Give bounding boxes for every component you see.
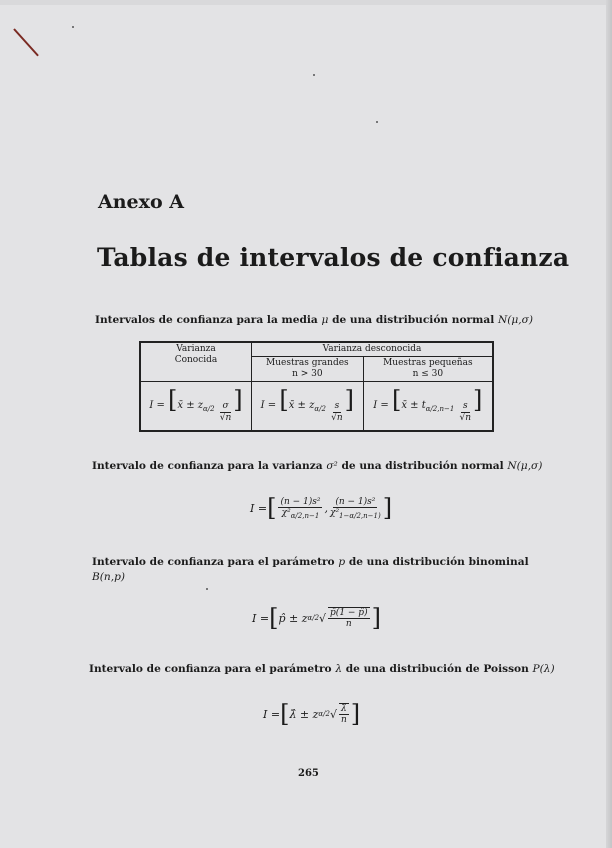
formula-poisson: I = [ λ̂ ± z α/2 √ $\frac{\lambdâ}{n}$ ] [263,700,361,728]
formula-known: I = [x̄ ± $z_{\alpha/2}$ $\frac{\sigma}{√n}$ ] [140,382,252,432]
small-line1: Muestras pequeñas [383,358,473,368]
mean-intervals-table [139,341,494,432]
formula-large: I = [x̄ ± $z_{\alpha/2}$ $\frac{s}{√n}$ ] [252,382,364,432]
section-binomial-dist: B(n,p) [92,571,126,583]
page-title: Tablas de intervalos de confianza [97,243,570,272]
formula-variance: I = [ $\frac{\text{(n − 1)s²}}{\chi^2_{\alpha/2,n-1}}$ , $\frac{\text{(n − 1)s²}}{\chi^2_{1-\alpha/2,n-1)}}$ ] [250,494,393,522]
speck [206,588,208,590]
page-right-edge [606,0,612,848]
small-samples-header [363,357,493,382]
small-line2: n ≤ 30 [412,369,444,379]
section-mean-dist: N(μ,σ) [497,314,533,326]
annex-label: Anexo A [98,191,185,213]
known-variance-header [140,342,252,382]
section-poisson-sym: λ [335,663,343,675]
section-poisson-dist: P(λ) [532,663,555,675]
known-line1: Varianza [176,344,216,354]
section-mean-text: Intervalos de confianza para la media [95,314,318,326]
speck [313,74,315,76]
section-binomial-dist-line [92,571,125,583]
section-variance-text2: de una distribución normal [341,460,504,472]
section-mean-text2: de una distribución normal [332,314,495,326]
large-line2: n > 30 [292,369,323,379]
section-binomial-text: Intervalo de confianza para el parámetro [92,556,335,568]
unknown-variance-header: Varianza desconocida [252,342,494,357]
formula-small: I = [x̄ ± $t_{\alpha/2,n-1}$ $\frac{s}{√n}$ ] [363,382,493,432]
formula-binomial: I = [ p̂ ± z α/2 √ $\frac{p̂(1 - p̂)}{n}$ ] [252,604,381,632]
section-binomial [92,556,529,568]
section-variance-dist: N(μ,σ) [507,460,543,472]
section-binomial-sym: p [338,556,346,568]
section-mean-sym: μ [321,314,329,326]
large-line1: Muestras grandes [266,358,349,368]
section-poisson-text: Intervalo de confianza para el parámetro [89,663,332,675]
large-samples-header [252,357,364,382]
section-variance [92,460,542,472]
section-variance-text: Intervalo de confianza para la varianza [92,460,323,472]
section-mean [95,314,533,326]
pen-mark [13,28,39,56]
section-poisson [89,663,555,675]
section-poisson-text2: de una distribución de Poisson [345,663,529,675]
page-top-edge [0,0,612,5]
speck [72,26,74,28]
page-number: 265 [298,768,319,779]
section-variance-sym: σ² [326,460,338,472]
speck [376,121,378,123]
section-binomial-text2: de una distribución binominal [348,556,529,568]
known-line2: Conocida [174,355,218,365]
